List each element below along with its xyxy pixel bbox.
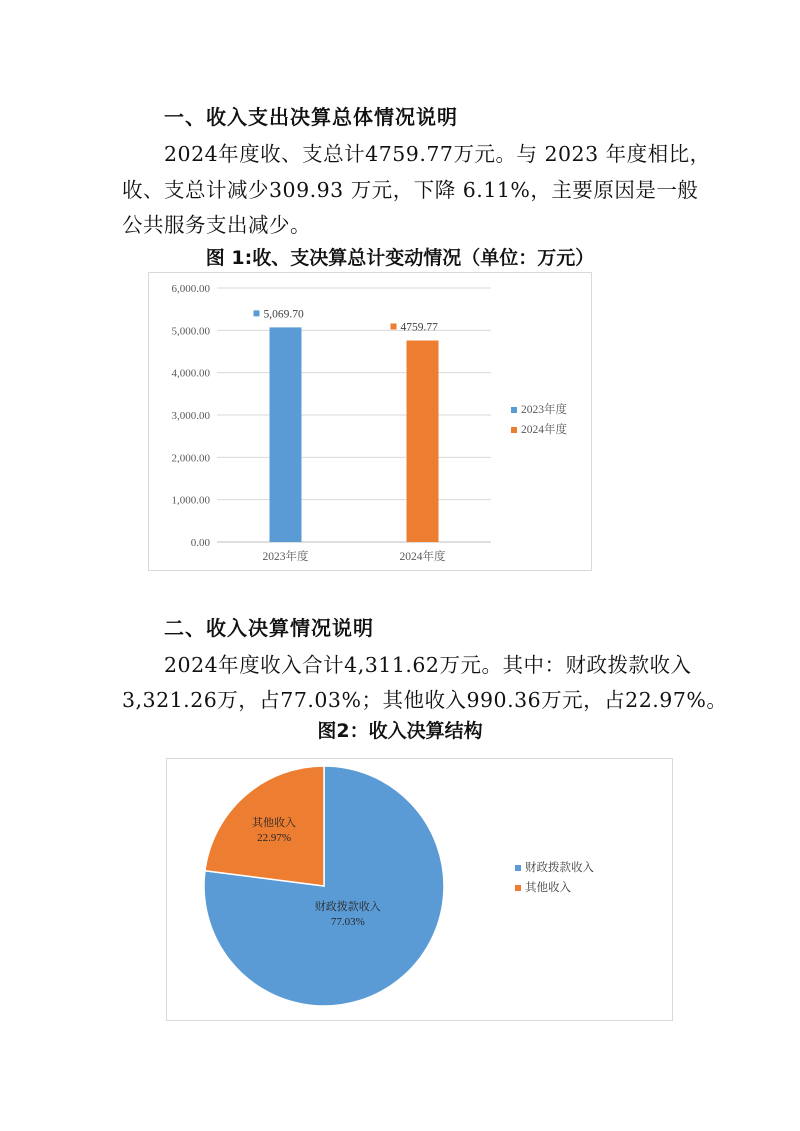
y-tick-label: 0.00 bbox=[190, 537, 210, 549]
legend-label: 其他收入 bbox=[525, 882, 571, 894]
bar-chart bbox=[149, 273, 591, 570]
section1-paragraph-line-2: 收、支总计减少309.93 万元，下降 6.11%，主要原因是一般 bbox=[122, 178, 699, 202]
legend-marker bbox=[511, 427, 517, 433]
legend-label: 财政拨款收入 bbox=[525, 862, 594, 874]
section2-heading: 二、收入决算情况说明 bbox=[164, 616, 374, 640]
y-tick-label: 5,000.00 bbox=[171, 325, 210, 338]
pie-chart bbox=[167, 759, 672, 1020]
data-label: 4759.77 bbox=[400, 321, 438, 334]
section1-paragraph-line-1: 2024年度收、支总计4759.77万元。与 2023 年度相比， bbox=[164, 142, 711, 166]
legend-marker bbox=[511, 407, 517, 413]
figure1-caption: 图 1:收、支决算总计变动情况（单位：万元） bbox=[205, 247, 595, 269]
bar bbox=[270, 327, 302, 542]
x-tick-label: 2024年度 bbox=[399, 551, 446, 563]
y-tick-label: 6,000.00 bbox=[171, 283, 210, 295]
y-tick-label: 3,000.00 bbox=[171, 410, 210, 422]
figure2-caption: 图2：收入决算结构 bbox=[317, 720, 483, 742]
bar-chart-frame bbox=[148, 272, 592, 571]
section2-paragraph-line-2: 3,321.26万，占77.03%；其他收入990.36万元，占22.97%。 bbox=[122, 688, 728, 712]
slice-percent-label: 22.97% bbox=[257, 832, 292, 845]
y-tick-label: 4,000.00 bbox=[171, 367, 210, 380]
slice-name-label: 财政拨款收入 bbox=[314, 901, 381, 914]
y-tick-label: 1,000.00 bbox=[171, 494, 210, 507]
legend-label: 2024年度 bbox=[521, 424, 567, 436]
legend-marker bbox=[515, 885, 521, 891]
data-label-marker bbox=[391, 324, 397, 330]
slice-percent-label: 77.03% bbox=[330, 916, 365, 929]
section1-paragraph-line-3: 公共服务支出减少。 bbox=[122, 213, 311, 237]
bar bbox=[407, 341, 439, 542]
legend-marker bbox=[515, 865, 521, 871]
section1-heading: 一、收入支出决算总体情况说明 bbox=[164, 105, 458, 129]
x-tick-label: 2023年度 bbox=[262, 551, 309, 563]
data-label-marker bbox=[254, 310, 260, 316]
data-label: 5,069.70 bbox=[263, 308, 304, 321]
legend-label: 2023年度 bbox=[521, 404, 567, 416]
pie-chart-frame bbox=[166, 758, 673, 1021]
slice-name-label: 其他收入 bbox=[252, 817, 297, 830]
section2-paragraph-line-1: 2024年度收入合计4,311.62万元。其中：财政拨款收入 bbox=[164, 653, 692, 677]
y-tick-label: 2,000.00 bbox=[171, 452, 210, 465]
